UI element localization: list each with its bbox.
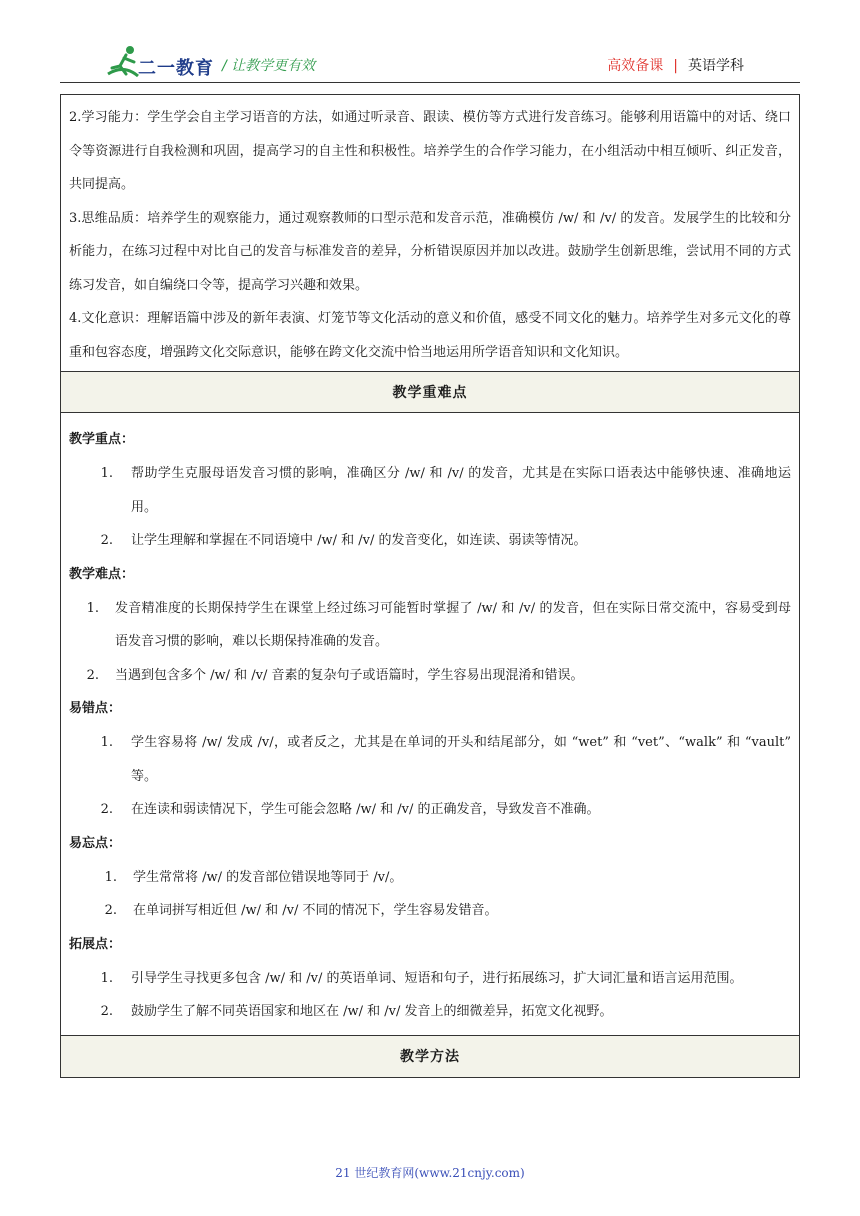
section-header-key-difficulties: 教学重难点 xyxy=(61,371,799,413)
list-item: 2. 让学生理解和掌握在不同语境中 /w/ 和 /v/ 的发音变化，如连读、弱读等情况。 xyxy=(100,533,587,548)
list-item: 2. 在单词拼写相近但 /w/ 和 /v/ 不同的情况下，学生容易发错音。 xyxy=(104,903,498,918)
header-tag-subject: 英语学科 xyxy=(688,58,744,74)
page-header xyxy=(0,0,860,90)
extension-title: 拓展点： xyxy=(69,936,122,952)
header-tags xyxy=(607,55,744,75)
header-tag-efficient: 高效备课 xyxy=(607,58,664,74)
list-item: 2. 在连读和弱读情况下，学生可能会忽略 /w/ 和 /v/ 的正确发音，导致发音不准确。 xyxy=(100,802,600,817)
ability-culture: 4.文化意识：理解语篇中涉及的新年表演、灯笼节等文化活动的意义和价值，感受不同文化的魅力。培养学生对多元文化的尊重和包容态度，增强跨文化交际意识，能够在跨文化交流中恰当地运用所学语音知识和文化知识。 xyxy=(69,311,791,360)
section-header-teaching-methods: 教学方法 xyxy=(61,1035,799,1077)
error-prone-title: 易错点： xyxy=(69,701,122,716)
list-item: 2. 鼓励学生了解不同英语国家和地区在 /w/ 和 /v/ 发音上的细微差异，拓宽文化视野。 xyxy=(100,1004,613,1019)
list-item: 1. 引导学生寻找更多包含 /w/ 和 /v/ 的英语单词、短语和句子，进行拓展练习，扩大词汇量和语言运用范围。 xyxy=(100,970,743,986)
list-item: 1. 学生常常将 /w/ 的发音部位错误地等同于 /v/。 xyxy=(104,869,403,885)
header-separator: | xyxy=(673,58,678,74)
ability-learning: 2.学习能力：学生学会自主学习语音的方法，如通过听录音、跟读、模仿等方式进行发音练习。能够利用语篇中的对话、绕口令等资源进行自我检测和巩固，提高学习的自主性和积极性。培养学生的合作学习能力，在小组活动中相互倾听、纠正发音，共同提高。 xyxy=(69,110,791,192)
abilities-section xyxy=(61,95,799,371)
header-slogan: / 让教学更有效 xyxy=(222,58,316,74)
key-points-title: 教学重点： xyxy=(69,432,135,447)
key-difficulties-content xyxy=(61,413,799,1035)
list-item: 1. 发音精准度的长期保持学生在课堂上经过练习可能暂时掌握了 /w/ 和 /v/ 的发音，但在实际日常交流中，容易受到母语发音习惯的影响，难以长期保持准确的发音。 xyxy=(86,600,791,649)
lesson-table xyxy=(60,94,800,1078)
ability-thinking: 3.思维品质：培养学生的观察能力，通过观察教师的口型示范和发音示范，准确模仿 /w/ 和 /v/ 的发音。发展学生的比较和分析能力，在练习过程中对比自己的发音与标准发音的差异，分析错误原因并加以改进。鼓励学生创新思维，尝试用不同的方式练习发音，如自编绕口令等，提高学习兴趣和效果。 xyxy=(69,210,791,293)
forgettable-title: 易忘点： xyxy=(69,835,122,851)
page-footer: 21 世纪教育网(www.21cnjy.com) xyxy=(335,1166,525,1180)
difficulties-title: 教学难点： xyxy=(69,566,135,582)
logo-text: 二一教育 xyxy=(138,58,214,79)
list-item: 1. 帮助学生克服母语发音习惯的影响，准确区分 /w/ 和 /v/ 的发音，尤其是在实际口语表达中能够快速、准确地运用。 xyxy=(100,466,791,515)
list-item: 2. 当遇到包含多个 /w/ 和 /v/ 音素的复杂句子或语篇时，学生容易出现混淆和错误。 xyxy=(86,667,584,683)
list-item: 1. 学生容易将 /w/ 发成 /v/，或者反之，尤其是在单词的开头和结尾部分，如 “wet” 和 “vet”、“walk” 和 “vault” 等。 xyxy=(100,735,791,784)
header-rule xyxy=(60,82,800,83)
